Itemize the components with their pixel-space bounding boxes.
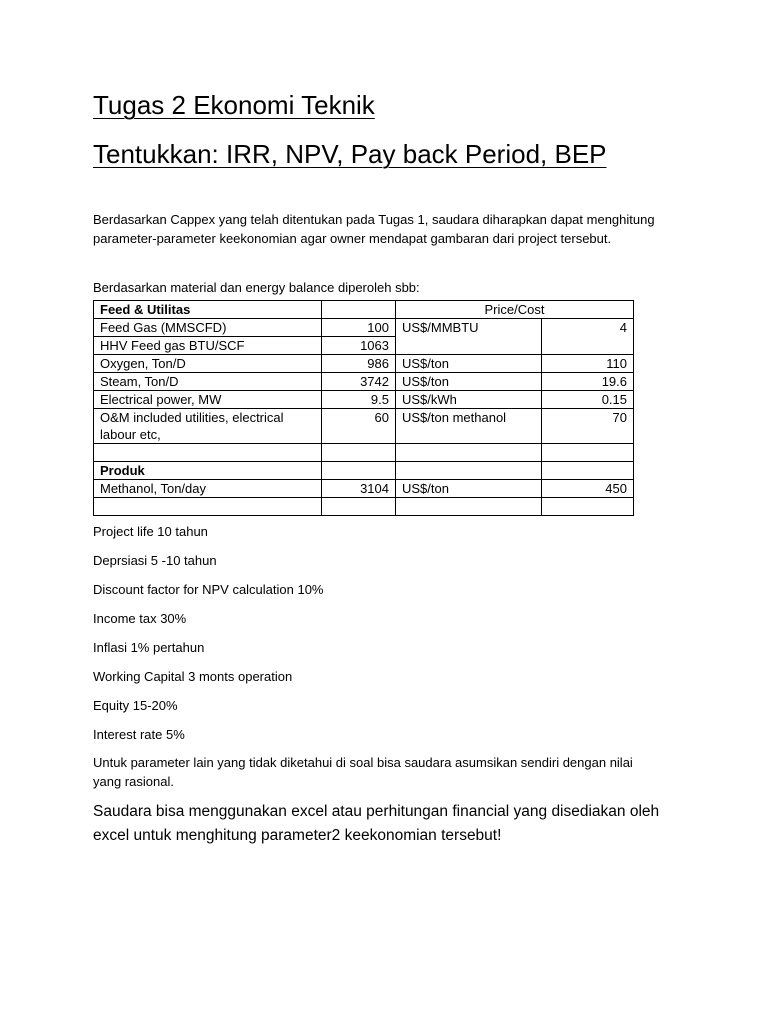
table-row	[94, 391, 634, 409]
row-unit: US$/ton	[396, 480, 542, 498]
row-price: 0.15	[542, 391, 634, 409]
row-qty: 1063	[322, 337, 396, 355]
row-qty: 3104	[322, 480, 396, 498]
row-qty: 3742	[322, 373, 396, 391]
row-qty: 100	[322, 319, 396, 337]
row-item: Feed Gas (MMSCFD)	[94, 319, 322, 337]
row-price: 4	[542, 319, 634, 355]
closing-paragraph: Untuk parameter lain yang tidak diketahui di soal bisa saudara asumsikan sendiri dengan nilai yang rasional.	[93, 755, 633, 789]
table-empty-row	[94, 498, 634, 516]
project-parameters-list	[93, 522, 673, 754]
row-item: Methanol, Ton/day	[94, 480, 322, 498]
row-item: O&M included utilities, electrical labour etc,	[94, 409, 322, 444]
row-price: 450	[542, 480, 634, 498]
list-item: Project life 10 tahun	[93, 524, 208, 539]
row-unit: US$/MMBTU	[396, 319, 542, 355]
page-subtitle: Tentukkan: IRR, NPV, Pay back Period, BEP	[93, 139, 607, 169]
list-item: Discount factor for NPV calculation 10%	[93, 582, 324, 597]
table-row	[94, 373, 634, 391]
list-item: Working Capital 3 monts operation	[93, 669, 293, 684]
row-qty: 60	[322, 409, 396, 444]
table-row	[94, 319, 634, 337]
table-section-row	[94, 462, 634, 480]
table-header-row	[94, 301, 634, 319]
page-title: Tugas 2 Ekonomi Teknik	[93, 90, 375, 120]
table-row	[94, 409, 634, 444]
table-row	[94, 480, 634, 498]
table-empty-row	[94, 444, 634, 462]
list-item: Equity 15-20%	[93, 698, 178, 713]
header-feed-utilitas: Feed & Utilitas	[94, 301, 322, 319]
row-item: Electrical power, MW	[94, 391, 322, 409]
list-item: Income tax 30%	[93, 611, 187, 626]
header-price-cost: Price/Cost	[396, 301, 634, 319]
table-row	[94, 355, 634, 373]
row-price: 70	[542, 409, 634, 444]
final-instruction: Saudara bisa menggunakan excel atau perhitungan financial yang disediakan oleh excel untuk menghitung parameter2 keekonomian tersebut!	[93, 803, 660, 844]
row-unit: US$/ton methanol	[396, 409, 542, 444]
row-qty: 9.5	[322, 391, 396, 409]
intro-paragraph: Berdasarkan Cappex yang telah ditentukan pada Tugas 1, saudara diharapkan dapat menghitung parameter-parameter keekonomian agar owner mendapat gambaran dari project tersebut.	[93, 212, 655, 246]
row-item: Oxygen, Ton/D	[94, 355, 322, 373]
row-unit: US$/ton	[396, 373, 542, 391]
row-unit: US$/ton	[396, 355, 542, 373]
row-unit: US$/kWh	[396, 391, 542, 409]
list-item: Inflasi 1% pertahun	[93, 640, 205, 655]
row-price: 19.6	[542, 373, 634, 391]
row-price: 110	[542, 355, 634, 373]
produk-header: Produk	[94, 462, 322, 480]
material-balance-table	[93, 300, 634, 516]
lead-paragraph: Berdasarkan material dan energy balance diperoleh sbb:	[93, 280, 420, 295]
list-item: Deprsiasi 5 -10 tahun	[93, 553, 217, 568]
row-item: Steam, Ton/D	[94, 373, 322, 391]
list-item: Interest rate 5%	[93, 727, 185, 742]
header-empty-cell	[322, 301, 396, 319]
row-item: HHV Feed gas BTU/SCF	[94, 337, 322, 355]
row-qty: 986	[322, 355, 396, 373]
